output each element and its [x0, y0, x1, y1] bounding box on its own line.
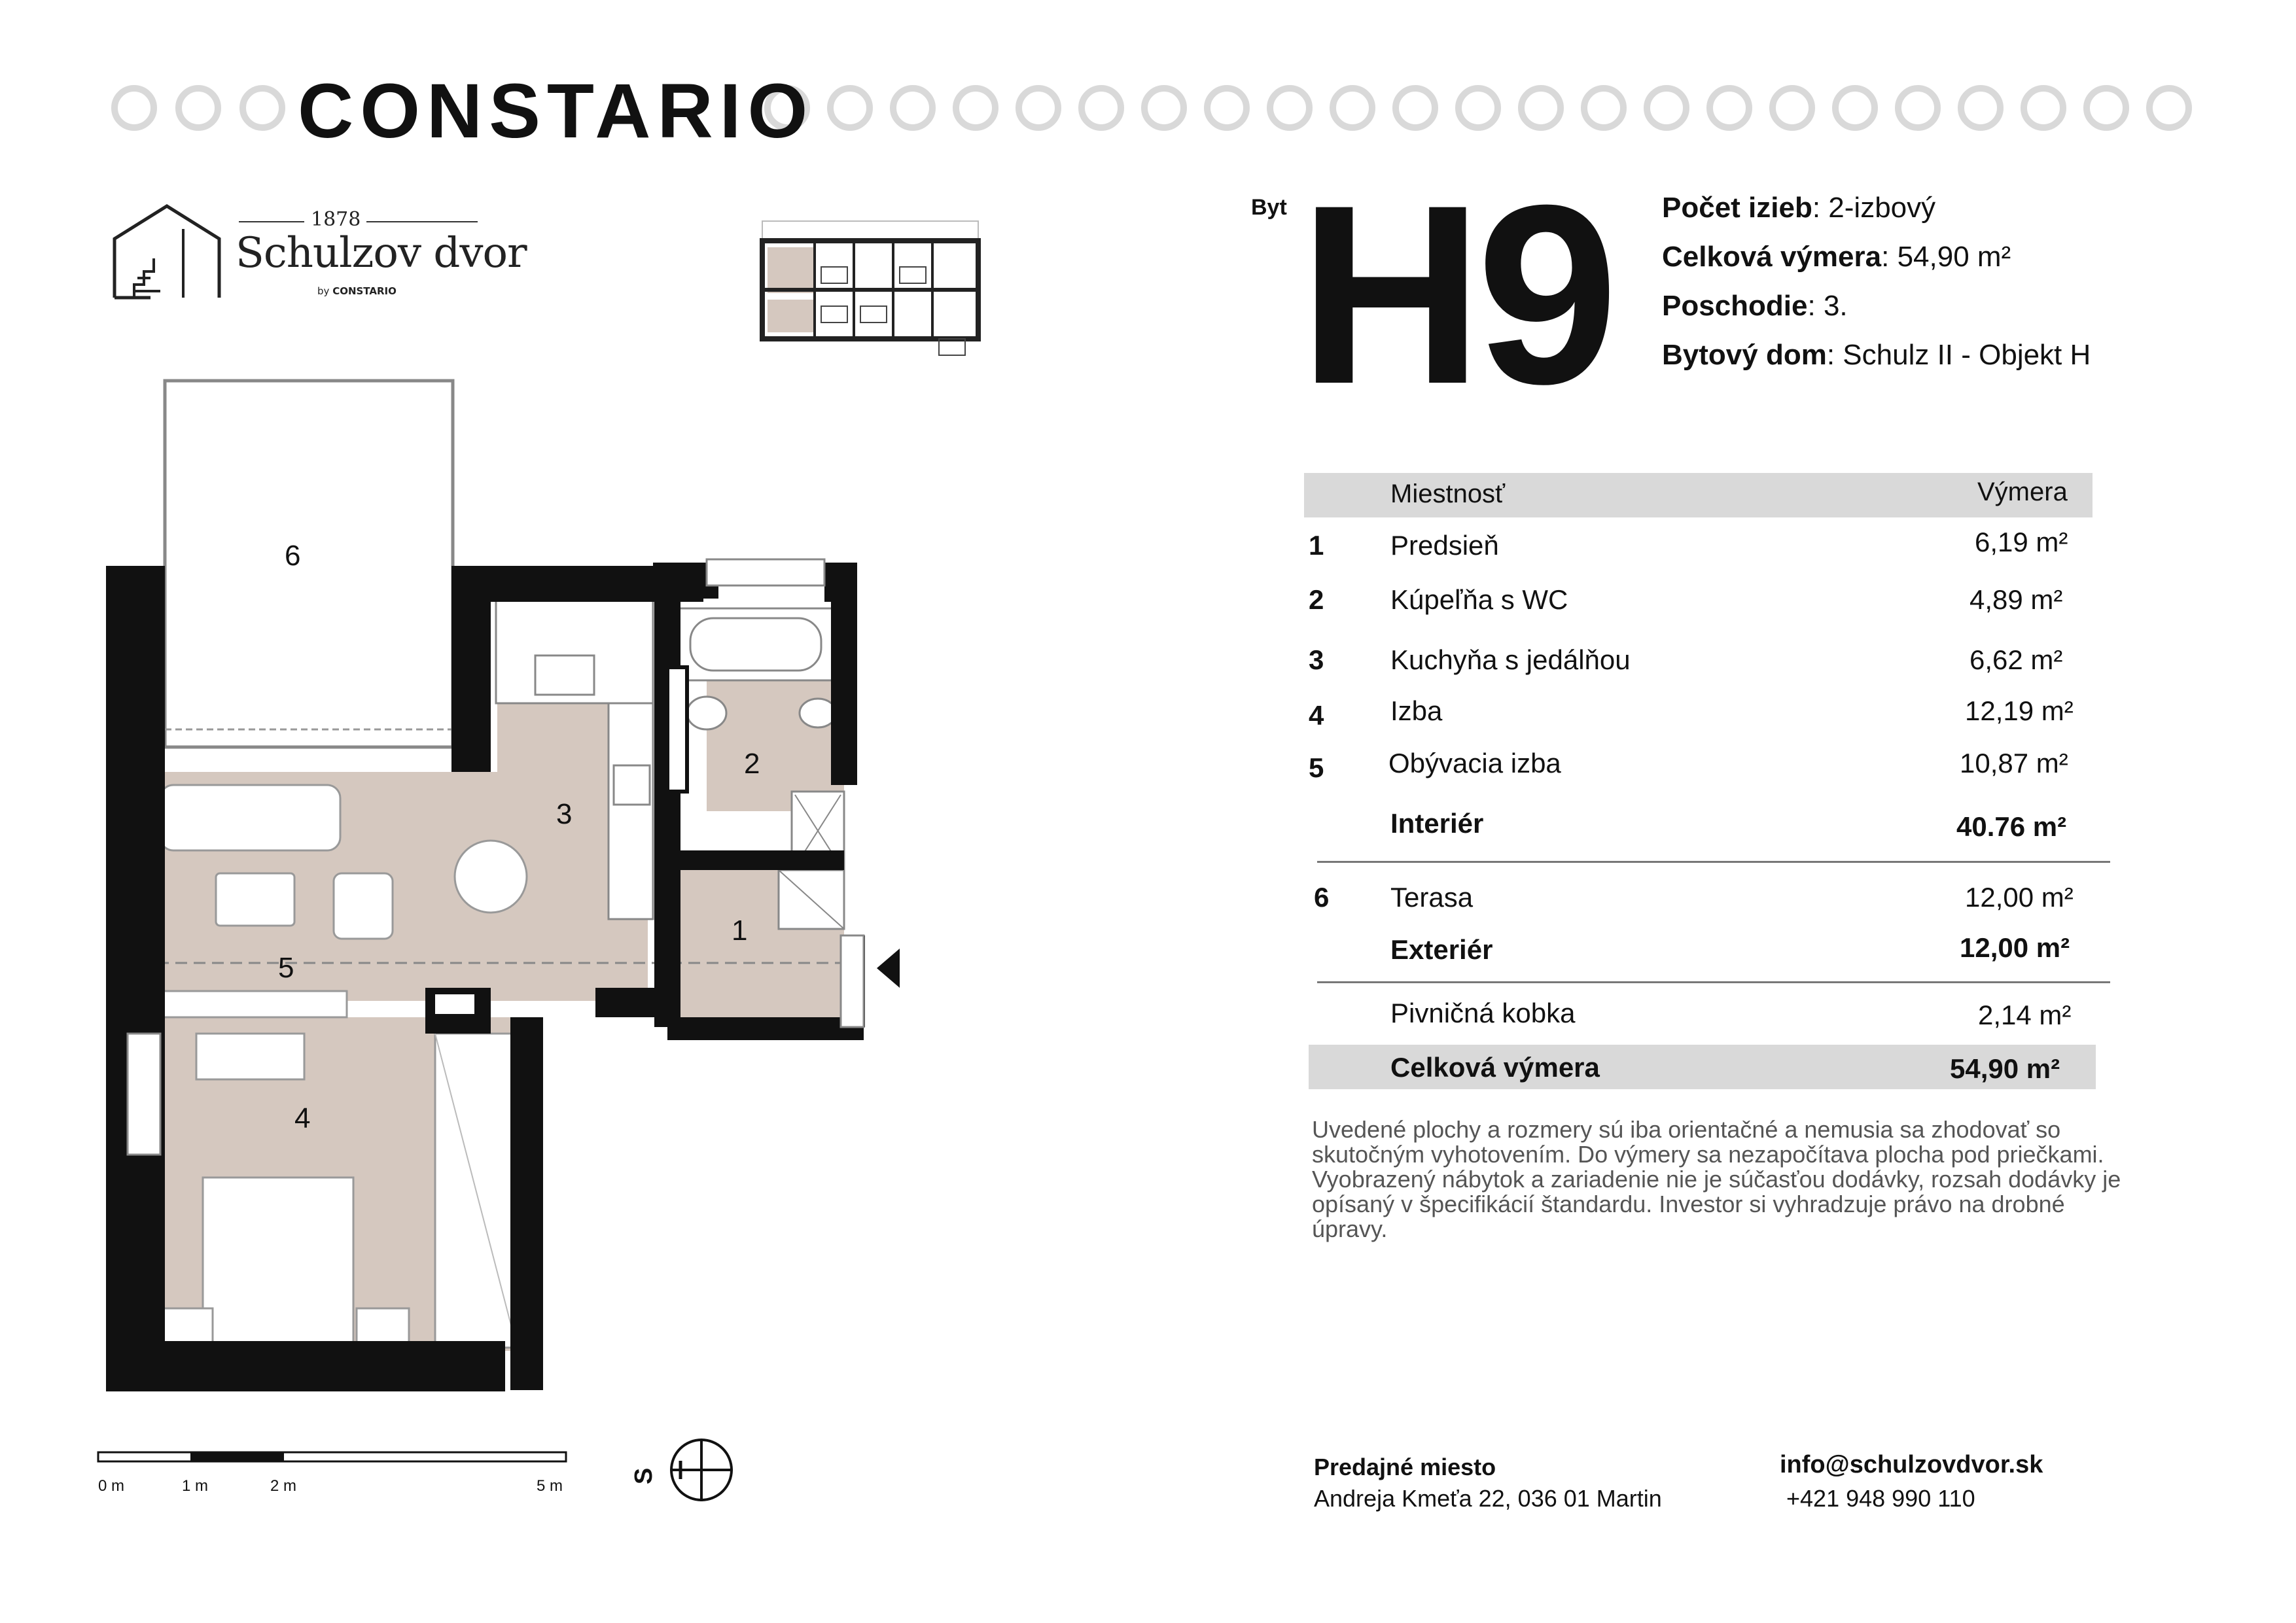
- interior-value: 40.76 m²: [1956, 811, 2067, 842]
- table-row-room: Izba: [1390, 695, 1443, 726]
- room-label-3: 3: [556, 798, 573, 830]
- room-label-2: 2: [744, 748, 760, 780]
- ring-decor: [1016, 85, 1061, 131]
- ring-decor: [1769, 85, 1815, 131]
- ring-decor: [1141, 85, 1187, 131]
- logo-by-brand: CONSTARIO: [332, 285, 397, 297]
- scale-label: 1 m: [182, 1477, 209, 1495]
- spec-value: : 54,90 m²: [1881, 241, 2011, 273]
- ring-decor: [2021, 85, 2066, 131]
- exterior-value: 12,00 m²: [1960, 932, 2070, 963]
- table-row-area: 6,62 m²: [1969, 644, 2063, 675]
- ring-decor: [953, 85, 998, 131]
- brand-name: CONSTARIO: [298, 68, 815, 154]
- ring-decor: [827, 85, 873, 131]
- spec-label: Bytový dom: [1662, 339, 1827, 371]
- logo-by-text: by: [317, 285, 330, 297]
- unit-type-label: Byt: [1251, 195, 1287, 220]
- logo-year: 1878: [311, 208, 361, 231]
- disclaimer-note: Uvedené plochy a rozmery sú iba orientačné a nemusia sa zhodovať so skutočným vyhotovením. Do výmery sa nezapočítava plocha pod priečkami. Vyobrazený nábytok a zariadenie nie je súčasťou dodávky, rozsah dodávky je opísaný v špecifikácií štandardu. Investor si vyhradzuje právo na drobné úpravy.: [1312, 1116, 2121, 1242]
- ring-decor: [1078, 85, 1124, 131]
- logo-name: Schulzov dvor: [236, 229, 527, 277]
- logo-rule: [239, 221, 304, 222]
- ring-decor: [1330, 85, 1375, 131]
- table-row-area: 10,87 m²: [1960, 748, 2068, 778]
- table-row-room: Kúpeľňa s WC: [1390, 584, 1568, 615]
- ring-decor: [1895, 85, 1941, 131]
- ring-decor: [239, 85, 285, 131]
- spec-total-area: [1662, 241, 2011, 273]
- email-link[interactable]: info@schulzovdvor.sk: [1780, 1451, 2043, 1478]
- sales-address: Andreja Kmeťa 22, 036 01 Martin: [1314, 1485, 1662, 1512]
- ring-decor: [1644, 85, 1689, 131]
- compass-icon: [667, 1436, 736, 1505]
- ring-decor: [2083, 85, 2129, 131]
- floor-plan: [98, 373, 910, 1406]
- ring-decor: [1392, 85, 1438, 131]
- total-value: 54,90 m²: [1950, 1053, 2060, 1084]
- spec-value: : 2-izbový: [1812, 192, 1936, 224]
- interior-label: Interiér: [1390, 808, 1484, 839]
- scale-label: 0 m: [98, 1477, 125, 1495]
- total-label: Celková výmera: [1390, 1052, 1600, 1083]
- sales-label: Predajné miesto: [1314, 1454, 1496, 1480]
- spec-floor: [1662, 290, 1848, 323]
- table-row-area: 4,89 m²: [1969, 584, 2063, 615]
- table-row-area: 6,19 m²: [1975, 527, 2068, 557]
- spec-rooms: [1662, 192, 1935, 224]
- logo-by: [317, 285, 397, 297]
- house-logo-icon: [111, 203, 222, 301]
- table-header-area: Výmera: [1977, 478, 2068, 506]
- table-row-num: 3: [1309, 644, 1324, 675]
- ring-decor: [1204, 85, 1250, 131]
- table-divider: [1317, 981, 2110, 983]
- table-row-area: 12,19 m²: [1965, 695, 2074, 726]
- spec-label: Poschodie: [1662, 290, 1808, 322]
- ring-decor: [1581, 85, 1627, 131]
- table-row-num: 6: [1314, 882, 1330, 913]
- scale-label: 5 m: [537, 1477, 563, 1495]
- ring-decor: [175, 85, 221, 131]
- table-header-room: Miestnosť: [1390, 480, 1506, 508]
- table-row-num: 4: [1309, 700, 1324, 731]
- table-row-room: Predsieň: [1390, 530, 1499, 561]
- spec-label: Celková výmera: [1662, 241, 1882, 273]
- ring-decor: [1455, 85, 1501, 131]
- ring-decor: [1958, 85, 2004, 131]
- table-row-num: 2: [1309, 584, 1324, 615]
- compass-letter: S: [630, 1467, 658, 1485]
- room-label-4: 4: [294, 1102, 311, 1134]
- spec-building: [1662, 339, 2091, 372]
- ring-decor: [111, 85, 157, 131]
- ring-decor: [1267, 85, 1313, 131]
- spec-label: Počet izieb: [1662, 192, 1812, 224]
- scale-label: 2 m: [270, 1477, 297, 1495]
- spec-value: : 3.: [1807, 290, 1848, 322]
- ring-decor: [1706, 85, 1752, 131]
- logo-rule: [366, 221, 478, 222]
- unit-code: H9: [1299, 152, 1612, 437]
- cellar-area: 2,14 m²: [1978, 1000, 2072, 1030]
- phone-number[interactable]: +421 948 990 110: [1786, 1485, 1975, 1512]
- entrance-arrow-icon: [877, 949, 900, 988]
- table-row-num: 1: [1309, 530, 1324, 561]
- scale-bar: [97, 1451, 568, 1471]
- key-plan: [756, 208, 991, 358]
- table-row-room: Terasa: [1390, 882, 1474, 913]
- table-divider: [1317, 861, 2110, 863]
- ring-decor: [890, 85, 936, 131]
- cellar-room: Pivničná kobka: [1390, 998, 1576, 1028]
- ring-decor: [1518, 85, 1564, 131]
- table-row-area: 12,00 m²: [1965, 882, 2074, 913]
- room-label-6: 6: [285, 540, 301, 572]
- exterior-label: Exteriér: [1390, 934, 1493, 965]
- terrace-outline: [165, 381, 453, 747]
- ring-decor: [1832, 85, 1878, 131]
- spec-value: : Schulz II - Objekt H: [1826, 339, 2091, 371]
- room-label-1: 1: [732, 915, 748, 947]
- table-row-room: Kuchyňa s jedálňou: [1390, 644, 1631, 675]
- table-row-num: 5: [1309, 752, 1324, 783]
- ring-decor: [2146, 85, 2192, 131]
- table-row-room: Obývacia izba: [1388, 748, 1561, 778]
- room-label-5: 5: [278, 952, 294, 984]
